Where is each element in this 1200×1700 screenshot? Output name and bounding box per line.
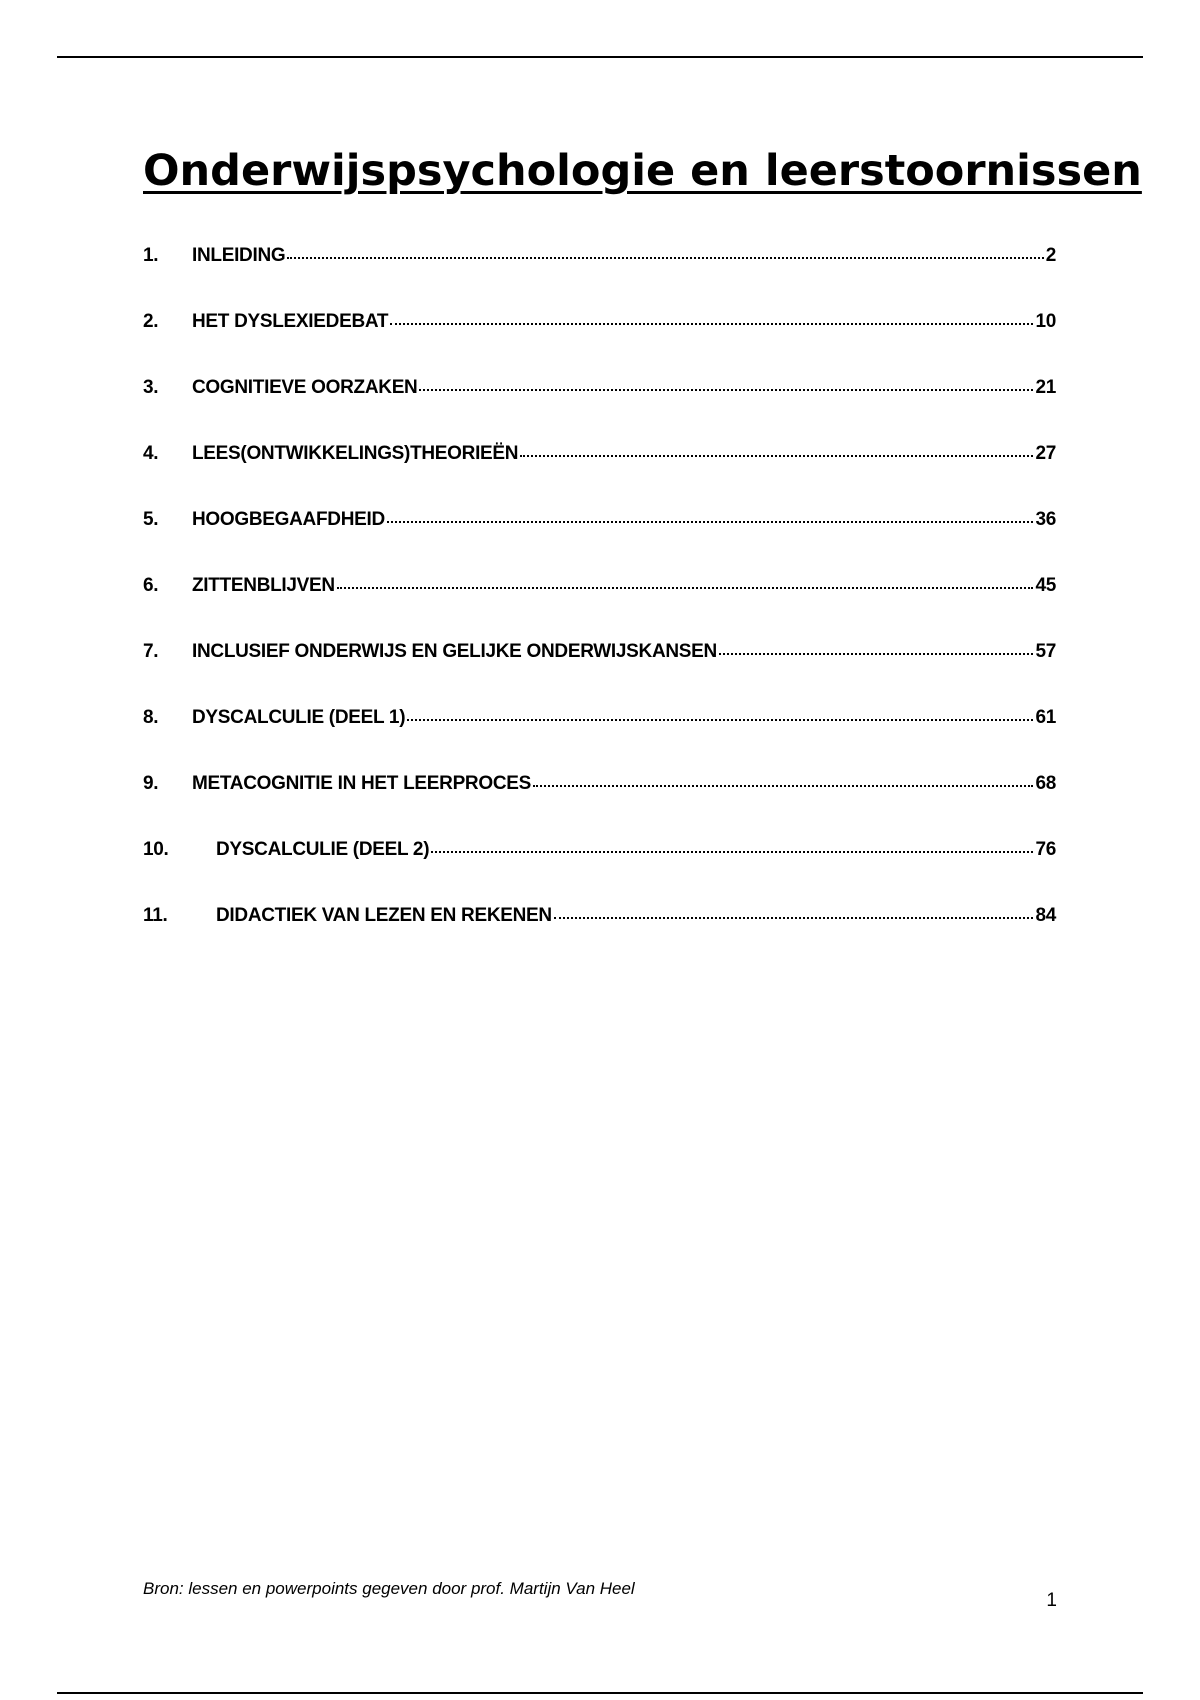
toc-entry-number: 8.	[143, 707, 159, 728]
toc-entry-title: INLEIDING	[192, 245, 286, 266]
toc-entry[interactable]	[143, 442, 1056, 508]
toc-entry-page: 2	[1045, 245, 1056, 266]
toc-entry-title: COGNITIEVE OORZAKEN	[192, 377, 418, 398]
toc-entry-page: 36	[1035, 509, 1056, 530]
toc-entry-page: 61	[1035, 707, 1056, 728]
toc-leader-dots	[407, 719, 1033, 721]
toc-entry-title: DIDACTIEK VAN LEZEN EN REKENEN	[216, 905, 552, 926]
toc-leader-dots	[390, 323, 1033, 325]
toc-leader-dots	[287, 257, 1043, 259]
toc-entry-title: INCLUSIEF ONDERWIJS EN GELIJKE ONDERWIJSKANSEN	[192, 641, 717, 662]
source-note: Bron: lessen en powerpoints gegeven door prof. Martijn Van Heel	[143, 1579, 635, 1598]
toc-leader-dots	[554, 917, 1034, 919]
toc-entry[interactable]	[143, 508, 1056, 574]
toc-leader-dots	[719, 653, 1033, 655]
toc-entry-number: 10.	[143, 839, 169, 860]
toc-entry[interactable]	[143, 310, 1056, 376]
toc-entry[interactable]	[143, 244, 1056, 310]
toc-entry-title: METACOGNITIE IN HET LEERPROCES	[192, 773, 532, 794]
toc-entry-title: DYSCALCULIE (DEEL 2)	[216, 839, 430, 860]
toc-entry-page: 84	[1035, 905, 1056, 926]
document-title: Onderwijspsychologie en leerstoornissen	[143, 146, 1142, 196]
toc-leader-dots	[337, 587, 1034, 589]
toc-entry[interactable]	[143, 640, 1056, 706]
toc-entry-number: 3.	[143, 377, 159, 398]
toc-entry-number: 6.	[143, 575, 159, 596]
toc-leader-dots	[520, 455, 1033, 457]
toc-entry[interactable]	[143, 376, 1056, 442]
toc-leader-dots	[431, 851, 1033, 853]
toc-entry-page: 68	[1035, 773, 1056, 794]
toc-entry[interactable]	[143, 772, 1056, 838]
toc-entry-title: HOOGBEGAAFDHEID	[192, 509, 385, 530]
toc-leader-dots	[387, 521, 1034, 523]
toc-entry[interactable]	[143, 574, 1056, 640]
toc-entry[interactable]	[143, 838, 1056, 904]
toc-entry-number: 7.	[143, 641, 159, 662]
toc-entry-title: LEES(ONTWIKKELINGS)THEORIEËN	[192, 443, 519, 464]
toc-entry-page: 27	[1035, 443, 1056, 464]
toc-entry-page: 21	[1035, 377, 1056, 398]
toc-entry-page: 10	[1035, 311, 1056, 332]
toc-entry-page: 45	[1035, 575, 1056, 596]
toc-entry-title: HET DYSLEXIEDEBAT	[192, 311, 389, 332]
toc-entry-title: ZITTENBLIJVEN	[192, 575, 335, 596]
toc-entry-number: 9.	[143, 773, 159, 794]
footer-rule	[57, 1692, 1143, 1694]
toc-entry-title: DYSCALCULIE (DEEL 1)	[192, 707, 406, 728]
toc-entry-page: 76	[1035, 839, 1056, 860]
toc-leader-dots	[533, 785, 1033, 787]
table-of-contents	[143, 244, 1056, 970]
toc-entry-number: 1.	[143, 245, 159, 266]
page-number: 1	[1046, 1590, 1057, 1611]
header-rule	[57, 56, 1143, 58]
toc-leader-dots	[419, 389, 1033, 391]
toc-entry-number: 5.	[143, 509, 159, 530]
toc-entry[interactable]	[143, 904, 1056, 970]
toc-entry-number: 11.	[143, 905, 168, 926]
toc-entry-number: 4.	[143, 443, 159, 464]
toc-entry[interactable]	[143, 706, 1056, 772]
toc-entry-number: 2.	[143, 311, 159, 332]
toc-entry-page: 57	[1035, 641, 1056, 662]
